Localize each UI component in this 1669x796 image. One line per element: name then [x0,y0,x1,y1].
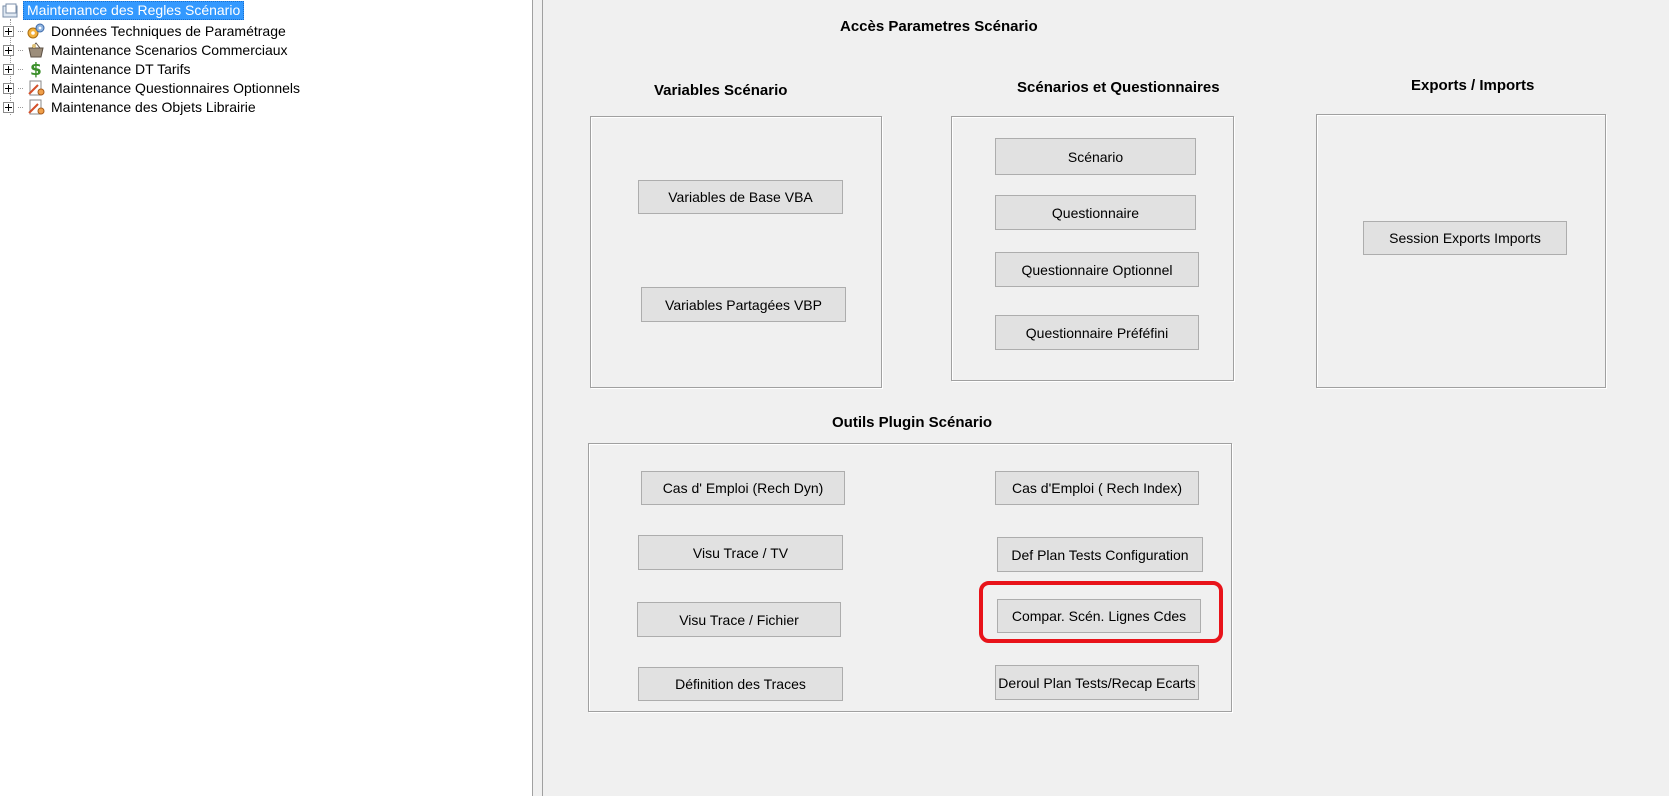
document-icon [26,79,46,97]
expand-icon[interactable] [3,45,14,56]
svg-text:$: $ [30,60,42,78]
questionnaire-button[interactable]: Questionnaire [995,195,1196,230]
tree-item-label: Maintenance Questionnaires Optionnels [51,80,301,96]
tree-item-scenarios-commerciaux[interactable] [3,40,288,60]
scenario-button[interactable]: Scénario [995,138,1196,175]
tree-root-label: Maintenance des Regles Scénario [23,1,244,20]
variables-title: Variables Scénario [654,82,788,99]
expand-icon[interactable] [3,83,14,94]
session-exports-imports-button[interactable]: Session Exports Imports [1363,221,1567,255]
folder-tree-icon [2,3,20,19]
def-plan-tests-configuration-button[interactable]: Def Plan Tests Configuration [997,537,1203,572]
variables-partagees-vbp-button[interactable]: Variables Partagées VBP [641,287,846,322]
exports-title: Exports / Imports [1411,77,1535,94]
deroul-plan-tests-recap-ecarts-button[interactable]: Deroul Plan Tests/Recap Ecarts [995,665,1199,700]
tree-item-label: Maintenance des Objets Librairie [51,99,256,115]
visu-trace-fichier-button[interactable]: Visu Trace / Fichier [637,602,841,637]
document-icon [26,98,46,116]
questionnaire-optionnel-button[interactable]: Questionnaire Optionnel [995,252,1199,287]
tree-view[interactable] [0,0,533,796]
pane-splitter[interactable] [533,0,543,796]
tree-item-objets-librairie[interactable] [3,97,256,117]
tree-item-label: Données Techniques de Paramétrage [51,23,286,39]
variables-groupbox [590,116,882,388]
cas-emploi-rech-dyn-button[interactable]: Cas d' Emploi (Rech Dyn) [641,471,845,505]
gears-icon [26,22,46,40]
tree-item-donnees-techniques[interactable] [3,21,286,41]
dollar-icon [26,60,46,78]
expand-icon[interactable] [3,64,14,75]
visu-trace-tv-button[interactable]: Visu Trace / TV [638,535,843,570]
expand-icon[interactable] [3,26,14,37]
definition-traces-button[interactable]: Définition des Traces [638,667,843,701]
tree-item-label: Maintenance Scenarios Commerciaux [51,42,288,58]
tree-item-questionnaires-optionnels[interactable] [3,78,300,98]
expand-icon[interactable] [3,102,14,113]
tree-item-dt-tarifs[interactable] [3,59,191,79]
cas-emploi-rech-index-button[interactable]: Cas d'Emploi ( Rech Index) [995,471,1199,505]
tree-root[interactable] [2,1,244,20]
variables-base-vba-button[interactable]: Variables de Base VBA [638,180,843,214]
compar-scen-lignes-cdes-button[interactable]: Compar. Scén. Lignes Cdes [997,599,1201,633]
outils-title: Outils Plugin Scénario [832,414,993,431]
basket-icon [26,41,46,59]
tree-item-label: Maintenance DT Tarifs [51,61,191,77]
scenarios-title: Scénarios et Questionnaires [1017,79,1220,96]
questionnaire-prefefini-button[interactable]: Questionnaire Préféfini [995,315,1199,350]
page-title: Accès Parametres Scénario [840,18,1038,35]
